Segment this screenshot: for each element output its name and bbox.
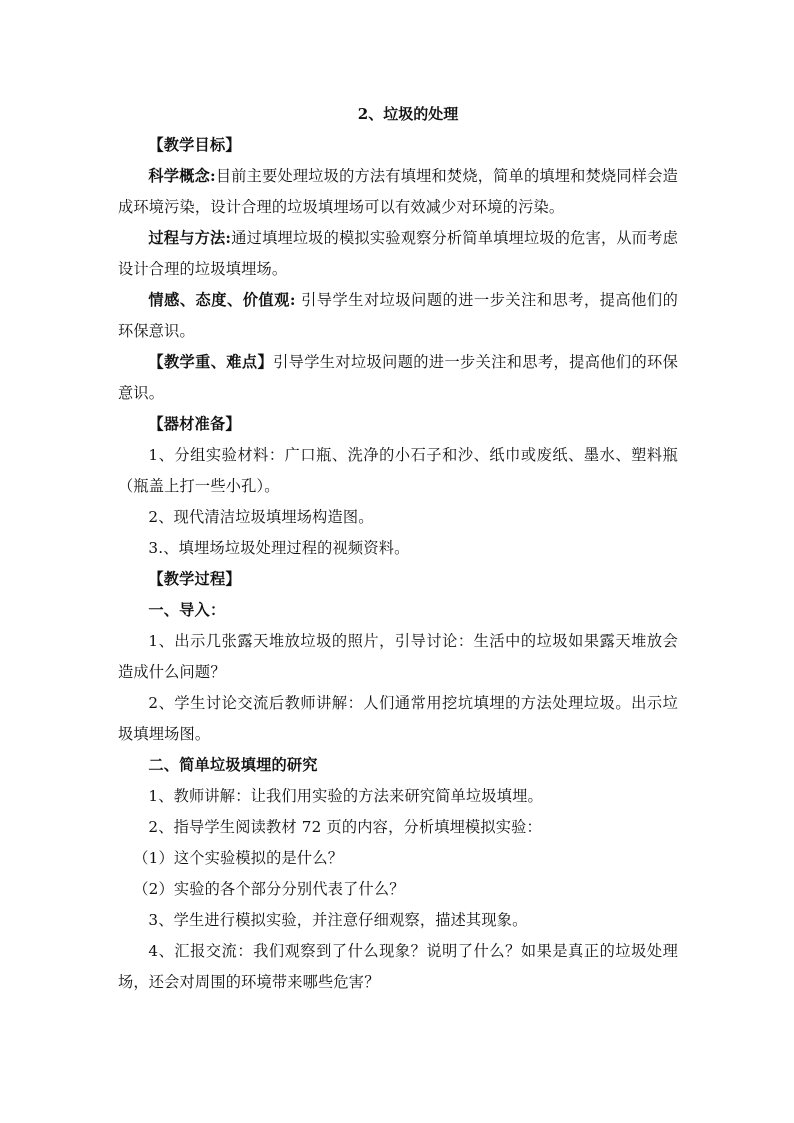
materials-item-3: 3.、填埋场垃圾处理过程的视频资料。 <box>148 539 410 557</box>
section-2-sub-2: （2）实验的各个部分分别代表了什么？ <box>133 880 405 898</box>
science-concept-paragraph <box>118 161 678 223</box>
section-1-title: 一、导入： <box>148 601 226 619</box>
section-1-item-2: 2、学生讨论交流后教师讲解：人们通常用挖坑填埋的方法处理垃圾。出示垃圾填埋场图。 <box>118 694 678 743</box>
key-points-label: 【教学重、难点】 <box>148 353 274 371</box>
science-concept-text: 目前主要处理垃圾的方法有填埋和焚烧，简单的填埋和焚烧同样会造成环境污染，设计合理的垃圾填埋场可以有效减少对环境的污染。 <box>118 167 679 216</box>
process-method-text: 通过填埋垃圾的模拟实验观察分析简单填埋垃圾的危害，从而考虑设计合理的垃圾填埋场。 <box>118 229 678 278</box>
section-2-item-4: 4、汇报交流：我们观察到了什么现象？说明了什么？如果是真正的垃圾处理场，还会对周围的环境带来哪些危害？ <box>118 942 678 991</box>
objectives-heading: 【教学目标】 <box>148 136 241 154</box>
section-2-sub-1: （1）这个实验模拟的是什么？ <box>133 849 344 867</box>
section-2-item-2: 2、指导学生阅读教材 72 页的内容，分析填埋模拟实验： <box>148 818 542 836</box>
attitude-text: 引导学生对垃圾问题的进一步关注和思考，提高他们的环保意识。 <box>118 291 679 340</box>
attitude-paragraph <box>118 285 678 347</box>
materials-item-1: 1、分组实验材料：广口瓶、洗净的小石子和沙、纸巾或废纸、墨水、塑料瓶（瓶盖上打一些小孔）。 <box>118 446 678 495</box>
page-title: 2、垃圾的处理 <box>357 105 459 123</box>
process-method-label: 过程与方法: <box>148 229 232 247</box>
materials-item-2: 2、现代清洁垃圾填埋场构造图。 <box>148 508 374 526</box>
section-2-item-3: 3、学生进行模拟实验，并注意仔细观察，描述其现象。 <box>148 911 528 929</box>
section-1-item-1: 1、出示几张露天堆放垃圾的照片，引导讨论：生活中的垃圾如果露天堆放会造成什么问题？ <box>118 632 678 681</box>
process-method-paragraph <box>118 223 678 285</box>
process-heading: 【教学过程】 <box>148 570 241 588</box>
materials-heading: 【器材准备】 <box>148 415 241 433</box>
document-page <box>118 100 678 998</box>
section-2-item-1: 1、教师讲解：让我们用实验的方法来研究简单垃圾填埋。 <box>148 787 543 805</box>
attitude-label: 情感、态度、价值观: <box>148 291 296 309</box>
science-concept-label: 科学概念: <box>148 167 216 185</box>
key-points-text: 引导学生对垃圾问题的进一步关注和思考，提高他们的环保意识。 <box>118 353 679 402</box>
section-2-title: 二、简单垃圾填埋的研究 <box>148 756 318 774</box>
key-points-paragraph <box>118 347 678 409</box>
